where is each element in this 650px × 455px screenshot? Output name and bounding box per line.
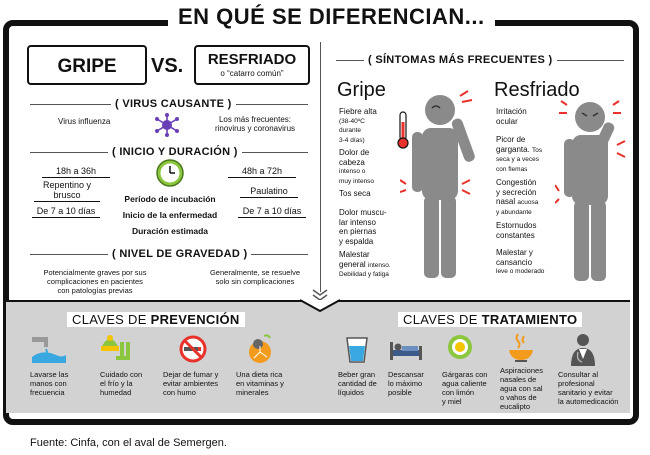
- prevencion-tip-3-l3: con humo: [163, 388, 196, 397]
- gripe-figure-icon: [400, 88, 480, 283]
- tratamiento-heading: [398, 312, 582, 327]
- virus-resfriado-line1: Los más frecuentes:: [218, 115, 292, 124]
- fruit-icon: [246, 332, 276, 371]
- tratamiento-tip-3-l2: agua caliente: [442, 379, 487, 388]
- gravedad-gripe: [30, 268, 160, 295]
- gripe-malestar-l2: general: [339, 259, 366, 269]
- resfriado-malestar-l2: cansancio: [496, 257, 533, 267]
- gripe-fiebre: [339, 107, 377, 145]
- resfriado-congestion-l2: y secreción: [496, 187, 537, 197]
- tratamiento-tip-4-l4: o vahos de: [500, 393, 537, 402]
- steam-bowl-icon: [506, 332, 536, 369]
- tratamiento-tip-4: [500, 366, 543, 411]
- resfriado-label: RESFRIADO: [207, 51, 297, 68]
- prevencion-tip-2-l3: humedad: [100, 388, 132, 397]
- virus-resfriado: [205, 115, 305, 133]
- duracion-resfriado: De 7 a 10 días: [238, 206, 306, 218]
- tratamiento-tip-4-l3: agua con sal: [500, 384, 543, 393]
- gripe-muscular-l1: Dolor muscu-: [339, 208, 387, 217]
- gravedad-heading: ( NIVEL DE GRAVEDAD ): [108, 248, 251, 260]
- prevencion-tip-2: [100, 370, 142, 397]
- resfriado-sublabel: o “catarro común”: [220, 69, 284, 78]
- source-note: Fuente: Cinfa, con el aval de Semergen.: [30, 437, 227, 449]
- gravedad-gripe-line2: complicaciones en pacientes: [47, 277, 143, 286]
- gripe-muscular-l4: y espalda: [339, 236, 374, 246]
- resfriado-garganta-l2: garganta.: [496, 144, 530, 154]
- resfriado-congestion: [496, 178, 538, 217]
- prevencion-tip-1-l1: Lavarse las: [30, 370, 69, 379]
- sintomas-heading: ( SÍNTOMAS MÁS FRECUENTES ): [364, 54, 557, 66]
- gripe-fiebre-l1: Fiebre alta: [339, 107, 377, 116]
- inicio-resfriado: Paulatino: [240, 186, 298, 198]
- gripe-malestar-l1: Malestar: [339, 250, 370, 259]
- tratamiento-tip-4-l1: Aspiraciones: [500, 366, 543, 375]
- resfriado-congestion-l3: nasal: [496, 197, 516, 206]
- prevencion-tip-4-l2: en vitaminas y: [236, 379, 284, 388]
- duracion-label: Duración estimada: [131, 226, 209, 236]
- virus-heading: ( VIRUS CAUSANTE ): [111, 98, 236, 110]
- resfriado-congestion-l4: acuosa: [517, 199, 539, 206]
- gripe-label: GRIPE: [57, 56, 117, 77]
- resfriado-estornudos: [496, 221, 536, 240]
- prevencion-tip-2-l1: Cuidado con: [100, 370, 143, 379]
- hand-wash-icon: [28, 335, 68, 370]
- gripe-fiebre-l2: (38-40ºC: [339, 117, 365, 125]
- resfriado-malestar: [496, 248, 544, 277]
- bottom-arrow: [300, 298, 340, 312]
- prevencion-heading-pre: CLAVES DE: [72, 312, 151, 327]
- gripe-muscular-l2: lar intenso: [339, 217, 376, 227]
- winter-clothes-icon: [98, 332, 134, 371]
- prevencion-tip-1: [30, 370, 68, 397]
- tratamiento-tip-3-l4: y miel: [442, 397, 462, 406]
- gripe-malestar-l4: Debilidad y fatiga: [339, 271, 389, 278]
- prevencion-heading: [67, 312, 245, 327]
- resfriado-ocular-l1: Irritación: [496, 107, 527, 116]
- gripe-cabeza-l3: intenso o: [339, 168, 366, 175]
- incubacion-resfriado: 48h a 72h: [228, 166, 296, 178]
- incubacion-gripe: 18h a 36h: [42, 166, 110, 178]
- inicio-gripe: [34, 180, 100, 202]
- gravedad-gripe-line1: Potencialmente graves por sus: [43, 268, 147, 277]
- prevencion-tip-1-l3: frecuencia: [30, 388, 65, 397]
- bed-icon: [388, 336, 424, 367]
- gripe-muscular: [339, 208, 387, 246]
- gripe-cabeza-l2: cabeza: [339, 157, 365, 167]
- tratamiento-tip-2-l1: Descansar: [388, 370, 424, 379]
- resfriado-garganta-l4: seca y a veces: [496, 156, 539, 163]
- gripe-tos: Tos seca: [339, 189, 371, 198]
- gravedad-resfriado-line2: solo sin complicaciones: [215, 277, 295, 286]
- resfriado-congestion-l1: Congestión: [496, 178, 537, 187]
- vs-label: VS.: [151, 55, 184, 77]
- gargle-icon: [446, 332, 476, 369]
- tratamiento-tip-4-l2: nasales de: [500, 375, 537, 384]
- resfriado-garganta-l5: con flemas: [496, 165, 528, 173]
- inicio-gripe-text: Repentino y brusco: [42, 180, 92, 200]
- prevencion-tip-4: [236, 370, 284, 397]
- prevencion-tip-2-l2: el frío y la: [100, 379, 133, 388]
- tratamiento-tip-2-l3: posible: [388, 388, 412, 397]
- prevencion-tip-3-l2: evitar ambientes: [163, 379, 219, 388]
- prevencion-tip-4-l1: Una dieta rica: [236, 370, 283, 379]
- tratamiento-tip-2: [388, 370, 424, 397]
- tratamiento-tip-1-l2: cantidad de: [338, 379, 377, 388]
- resfriado-malestar-l1: Malestar y: [496, 248, 533, 257]
- resfriado-congestion-l5: y abundante: [496, 208, 532, 216]
- inicio-label: Inicio de la enfermedad: [122, 210, 218, 220]
- prevencion-tip-4-l3: minerales: [236, 388, 269, 397]
- page-title: EN QUÉ SE DIFERENCIAN...: [168, 4, 495, 30]
- resfriado-estornudos-l1: Estornudos: [496, 221, 537, 230]
- virus-icon: [152, 113, 182, 137]
- resfriado-garganta-l1: Picor de: [496, 135, 526, 144]
- gripe-cabeza: [339, 148, 374, 186]
- tratamiento-tip-3-l1: Gárgaras con: [442, 370, 488, 379]
- gravedad-gripe-line3: con patologías previas: [57, 286, 133, 295]
- gripe-cabeza-l1: Dolor de: [339, 148, 370, 157]
- inicio-heading: ( INICIO Y DURACIÓN ): [108, 146, 242, 158]
- tratamiento-tip-2-l2: lo máximo: [388, 379, 423, 388]
- tratamiento-tip-1-l1: Beber gran: [338, 370, 376, 379]
- clock-icon: [155, 158, 185, 188]
- resfriado-ocular-l2: ocular: [496, 116, 518, 126]
- tratamiento-tip-5-l1: Consultar al: [558, 370, 599, 379]
- no-smoking-icon: [178, 334, 208, 369]
- water-glass-icon: [343, 334, 371, 369]
- prevencion-tip-1-l2: manos con: [30, 379, 67, 388]
- tratamiento-tip-4-l5: eucalipto: [500, 402, 531, 411]
- sintomas-resfriado-title: Resfriado: [494, 79, 580, 101]
- tratamiento-tip-5-l3: sanitario y evitar: [558, 388, 613, 397]
- tratamiento-tip-1-l3: líquidos: [338, 388, 364, 397]
- sintomas-gripe-title: Gripe: [337, 79, 386, 101]
- virus-gripe: Virus influenza: [58, 117, 111, 126]
- tratamiento-tip-3: [442, 370, 487, 406]
- gripe-cabeza-l4: muy intenso: [339, 177, 375, 185]
- tratamiento-tip-5-l4: la automedicación: [558, 397, 619, 406]
- gravedad-resfriado: [200, 268, 310, 286]
- gripe-malestar-l3: intenso.: [367, 261, 391, 269]
- resfriado-figure-icon: [555, 95, 630, 283]
- tratamiento-heading-pre: CLAVES DE: [403, 312, 482, 327]
- resfriado-ocular: [496, 107, 527, 126]
- doctor-icon: [568, 332, 598, 371]
- gripe-fiebre-l3: durante: [339, 127, 362, 134]
- resfriado-estornudos-l2: constantes: [496, 230, 535, 240]
- tratamiento-tip-3-l3: con limón: [442, 388, 475, 397]
- tratamiento-tip-5: [558, 370, 618, 406]
- resfriado-garganta: [496, 135, 542, 174]
- tratamiento-heading-bold: TRATAMIENTO: [481, 312, 578, 327]
- tratamiento-tip-5-l2: profesional: [558, 379, 595, 388]
- prevencion-tip-3-l1: Dejar de fumar y: [163, 370, 219, 379]
- resfriado-garganta-l3: Tos: [532, 146, 543, 154]
- incubacion-label: Período de incubación: [124, 194, 216, 204]
- resfriado-box: [194, 45, 310, 85]
- gripe-fiebre-l4: 3-4 días): [339, 136, 365, 144]
- prevencion-tip-3: [163, 370, 218, 397]
- prevencion-heading-bold: PREVENCIÓN: [150, 312, 240, 327]
- gripe-box: [27, 45, 147, 85]
- duracion-gripe: De 7 a 10 días: [32, 206, 100, 218]
- gripe-malestar: [339, 250, 391, 280]
- tratamiento-tip-1: [338, 370, 377, 397]
- gripe-muscular-l3: en piernas: [339, 227, 377, 236]
- resfriado-malestar-l3: leve o moderado: [496, 268, 545, 275]
- virus-resfriado-line2: rinovirus y coronavirus: [214, 124, 296, 133]
- column-divider: [320, 42, 321, 292]
- gravedad-resfriado-line1: Generalmente, se resuelve: [209, 268, 301, 277]
